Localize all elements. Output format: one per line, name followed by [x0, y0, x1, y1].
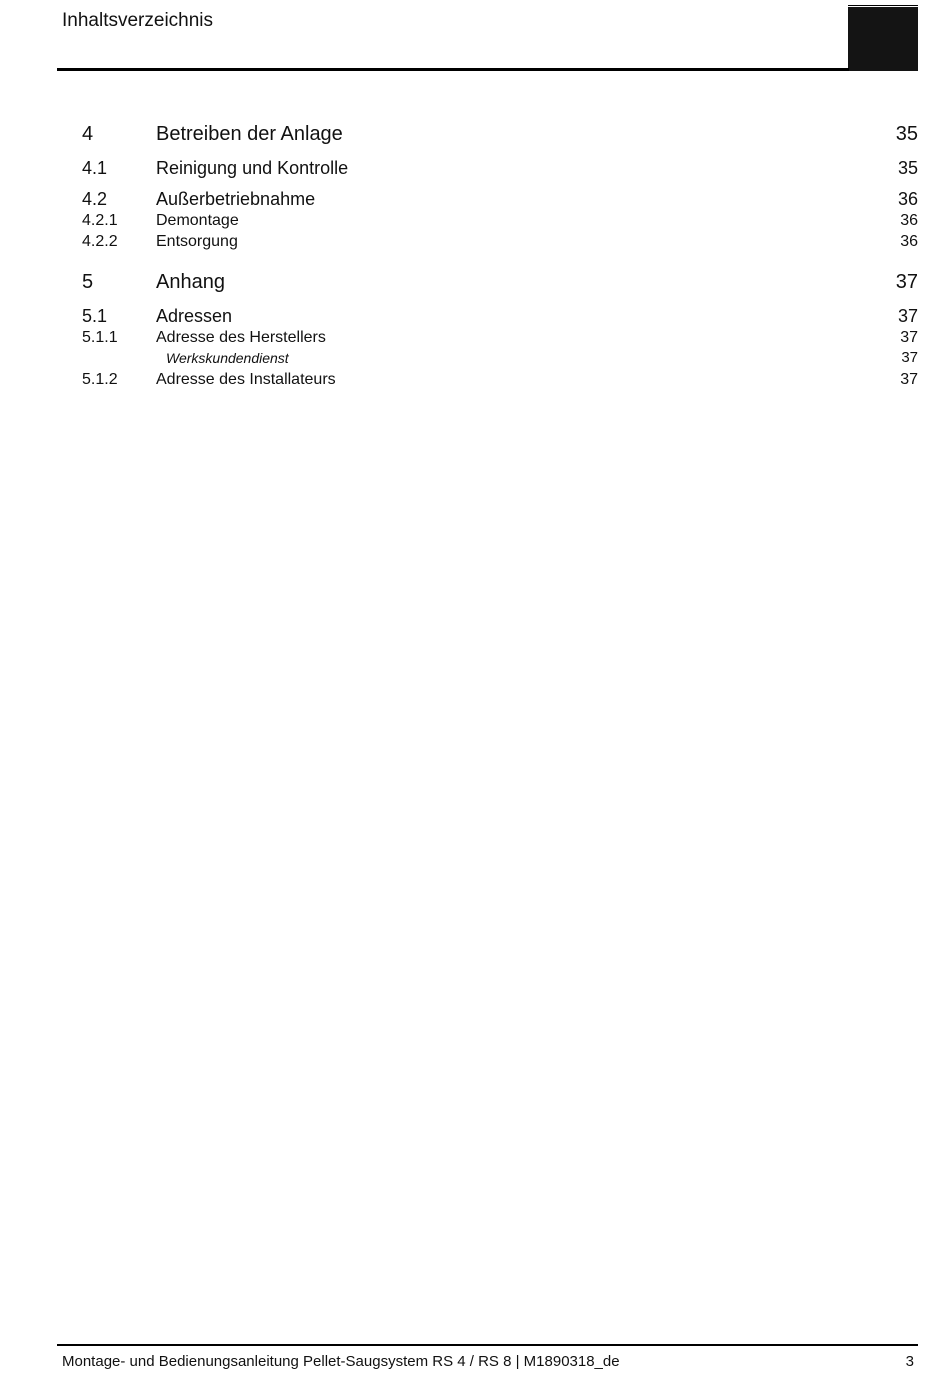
toc-entry-number: 5.1.1: [82, 329, 118, 346]
toc-entry-page: 37: [895, 271, 918, 293]
toc-entry-number: 5: [82, 271, 94, 293]
toc-entry-page: 35: [895, 123, 918, 145]
toc-entry-title: Entsorgung: [156, 233, 238, 250]
toc-entry-page: 35: [897, 158, 918, 178]
toc-entry-number: 5.1: [82, 306, 108, 326]
footer-rule: [57, 1344, 918, 1346]
toc-entry-page: 36: [897, 189, 918, 209]
toc-entry-page: 36: [900, 212, 918, 229]
toc-entry-number: 4: [82, 123, 94, 145]
footer-page-number: 3: [905, 1353, 914, 1370]
toc-entry-number: 4.2: [82, 189, 108, 209]
toc-entry-page: 37: [901, 349, 918, 366]
toc-entry-title: Reinigung und Kontrolle: [156, 158, 349, 178]
toc-entry-number: 5.1.2: [82, 371, 118, 388]
toc-entry-page: 37: [897, 306, 918, 326]
toc-entry-title: Adresse des Installateurs: [156, 371, 336, 388]
toc-entry-title: Adressen: [156, 306, 233, 326]
toc-entry-page: 37: [900, 329, 918, 346]
page-header-title: Inhaltsverzeichnis: [62, 10, 214, 31]
toc-entry-title: Außerbetriebnahme: [156, 189, 316, 209]
toc-entry-title: Adresse des Herstellers: [156, 329, 326, 346]
toc-entry-title: Anhang: [156, 271, 225, 293]
toc-entry-page: 37: [900, 371, 918, 388]
toc-entry-page: 36: [900, 233, 918, 250]
toc-entry-number: 4.2.1: [82, 212, 118, 229]
toc-entry-title: Betreiben der Anlage: [156, 123, 343, 145]
toc-entry-title: Werkskundendienst: [166, 350, 289, 366]
footer-document-title: Montage- und Bedienungsanleitung Pellet-Saugsystem RS 4 / RS 8 | M1890318_de: [62, 1353, 620, 1370]
toc-entry-number: 4.1: [82, 158, 108, 178]
toc-entry-number: 4.2.2: [82, 233, 118, 250]
table-of-contents: [0, 0, 950, 420]
toc-entry-title: Demontage: [156, 212, 239, 229]
